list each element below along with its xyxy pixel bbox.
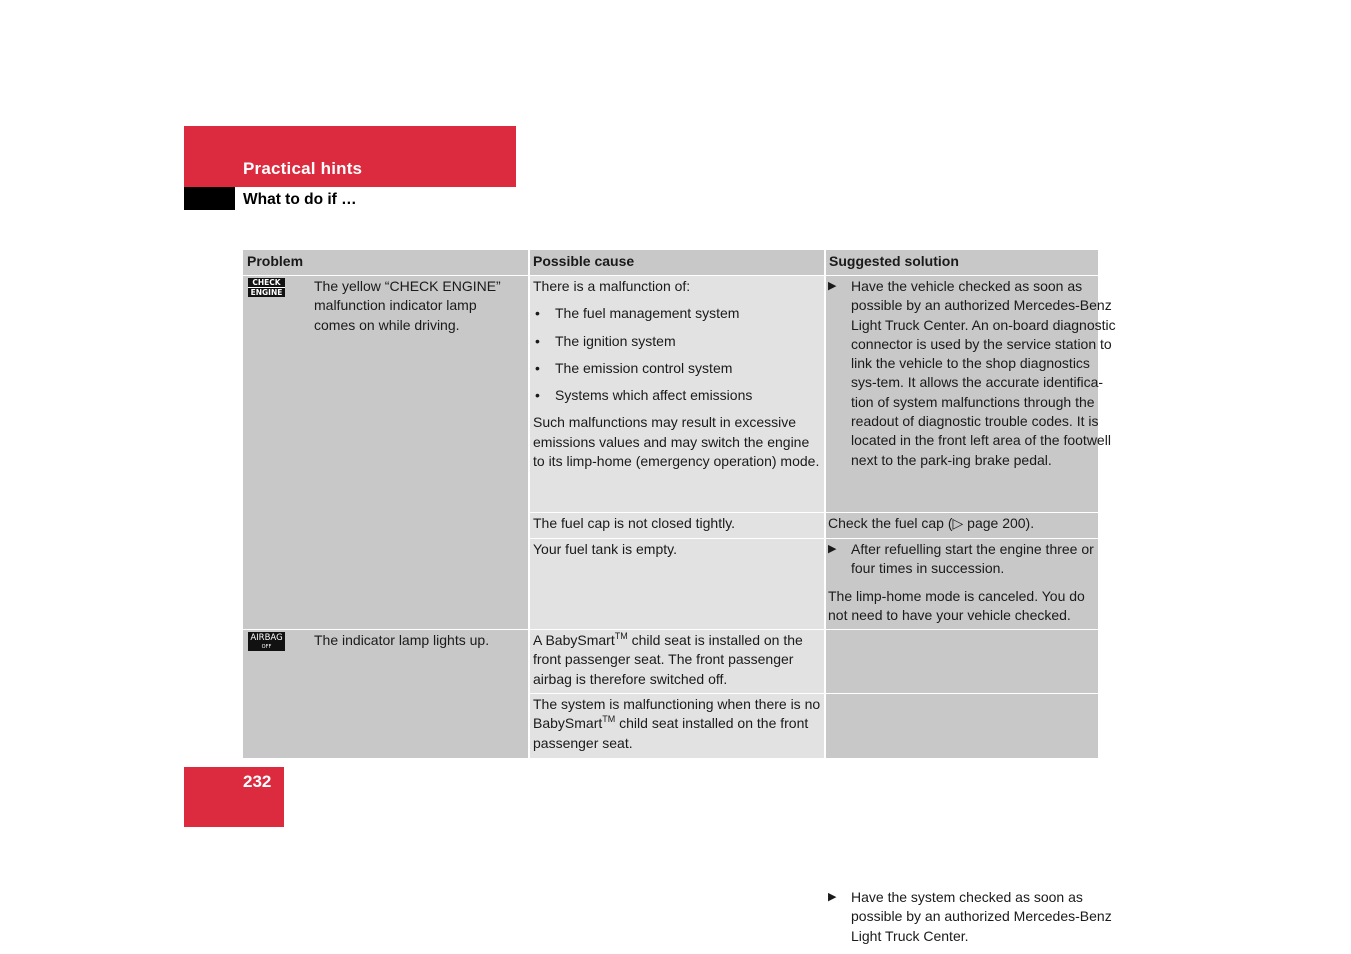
check-engine-icon: CHECK ENGINE [248, 278, 285, 297]
row1-cause3: Your fuel tank is empty. [533, 541, 677, 557]
list-item: • The fuel management system [535, 305, 740, 322]
header-suggested-solution: Suggested solution [825, 250, 1098, 275]
row2-solution2: ▶ Have the system checked as soon as possible by an authorized Mercedes-Benz Light Truck Center. [828, 888, 1112, 944]
airbag-off-icon: AIRBAG OFF [248, 632, 285, 651]
row2-cause2: The system is malfunctioning when there is no BabySmart™ child seat installed on the front passenger seat. [533, 696, 821, 751]
row2-cause1: A BabySmart™ child seat is installed on the front passenger seat. The front passenger airbag is therefore switched off. [533, 631, 803, 687]
header-problem: Problem [243, 250, 529, 275]
row2-solution2-cell [825, 694, 1098, 758]
header-possible-cause: Possible cause [529, 250, 825, 275]
page-number: 232 [243, 772, 272, 791]
list-item: • Systems which affect emissions [535, 387, 753, 404]
row1-problem-text: The yellow “CHECK ENGINE” malfunction indicator lamp comes on while driving. [314, 278, 501, 333]
row1-solution1: ▶ Have the vehicle checked as soon as possible by an authorized Mercedes-Benz Light Truck Center. An on-board diagnostic connector is used by the service station to link the vehicle to the shop diagnostics sys-tem. It allows the accurate identifica-tion of system malfunctions through the readout of diagnostic trouble codes. It is located in the front left area of the footwell next to the park-ing brake pedal. [828, 278, 1116, 468]
solution-action: ▶ After refuelling start the engine three or four times in succession. [828, 541, 1094, 577]
row1-solution3 [828, 540, 1094, 625]
arrow-bullet-icon: ▶ [828, 543, 837, 555]
row2-problem-text: The indicator lamp lights up. [314, 632, 490, 648]
cause-intro: There is a malfunction of: [533, 278, 691, 294]
cause-note: Such malfunctions may result in excessive emissions values and may switch the engine to its limp-home (emergency operation) mode. [533, 414, 820, 470]
subtitle-marker [184, 187, 235, 210]
list-item: • The ignition system [535, 332, 676, 349]
column-divider [528, 250, 530, 758]
row1-solution2: Check the fuel cap (▷ page 200). [828, 515, 1035, 531]
arrow-bullet-icon: ▶ [828, 890, 837, 903]
column-divider [824, 250, 826, 758]
section-title: Practical hints [243, 159, 363, 178]
arrow-bullet-icon: ▶ [828, 280, 837, 292]
solution-note: The limp-home mode is canceled. You do not need to have your vehicle checked. [828, 587, 1085, 623]
row1-cause2: The fuel cap is not closed tightly. [533, 515, 736, 531]
row1-cause1 [533, 277, 821, 471]
row2-solution1-cell [825, 630, 1098, 693]
list-item: • The emission control system [535, 359, 733, 376]
page-subtitle: What to do if … [243, 191, 357, 208]
